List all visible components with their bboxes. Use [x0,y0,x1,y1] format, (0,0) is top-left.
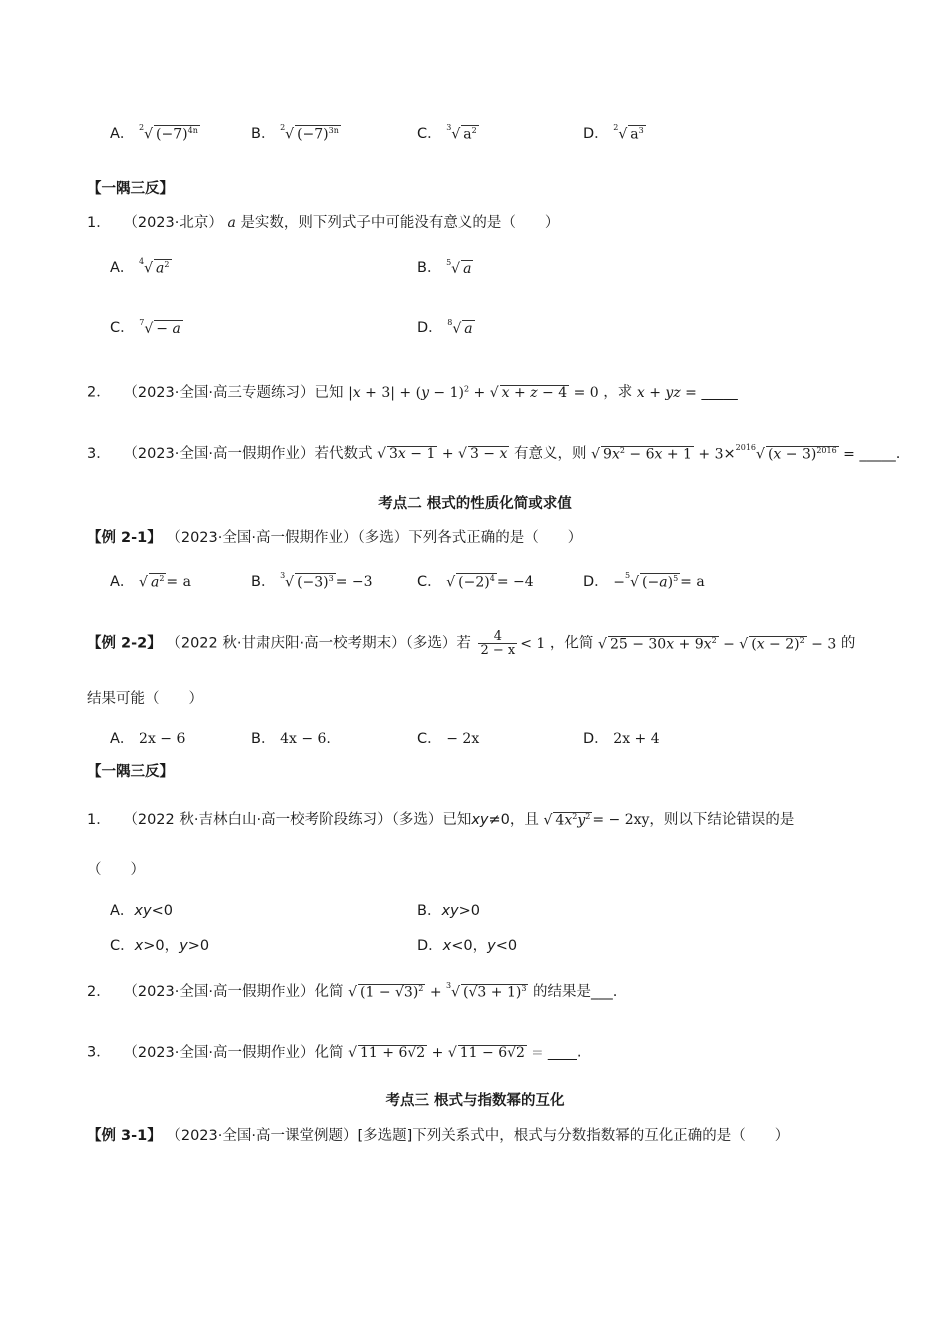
example-text: （2022 秋·甘肃庆阳·高一校考期末）（多选）若 [166,635,471,652]
option-d [583,122,646,143]
option-label: A． [110,903,135,919]
rhs: = −3 [335,574,373,590]
option-a [110,122,200,143]
option-c [110,316,183,337]
relation: <0， [451,938,488,954]
radical-expr: $^2$√ $a^3$ [613,123,644,143]
question-source: （2023·北京） [123,215,223,231]
answer-blank: ____ [547,1044,577,1061]
option-c [417,570,534,591]
option-label: C． [110,320,135,336]
example-text: （2023·全国·高一假期作业）（多选）下列各式正确的是（ ） [166,530,583,546]
radical-expr: $^2$√ $(-7)^{4n}$ [139,123,198,143]
option-label: C． [417,126,442,142]
expression: √ 3x − 1 + √ 3 − x [377,446,508,463]
fraction [478,630,517,657]
example-tag: 【例 2-2】 [87,635,162,652]
option-a [110,570,191,591]
math-var: xy [441,903,459,919]
times-sign: × [723,445,736,462]
period: . [612,983,618,1000]
question-text: ≠0，且 [488,811,539,828]
math-var: xy [471,811,489,828]
math-var: y [487,938,496,954]
radical-expr: √ $4x^2y^2$ [543,812,591,829]
option-expr: 4x − 6. [280,731,331,747]
option-expr: 2x − 6 [139,731,186,747]
option-label: D． [583,126,609,142]
relation: <0 [151,903,173,919]
answer-blank: _____ [859,445,896,462]
option-label: A． [110,260,135,276]
rhs: = − 2xy [592,811,650,828]
expression: √ $9x^2 - 6x + 1 + 3$ [591,446,724,463]
rhs: = −4 [496,574,534,590]
relation: >0 [458,903,480,919]
option-b [251,570,373,591]
question-text: （2023·全国·高一假期作业）化简 [123,1044,344,1061]
option-label: D． [583,731,609,747]
radical-expr: $^4$√ $a^2$ [139,257,170,277]
section-heading: 【一隅三反】 [87,764,174,780]
option-b [417,899,480,920]
relation: >0， [143,938,180,954]
question-1-line2: （ ） [87,862,145,878]
option-label: B． [251,574,276,590]
math-var: x [442,938,452,954]
question-3 [87,443,901,463]
question-text: 的结果是 [533,983,592,1000]
example-tag: 【例 2-1】 [87,530,162,546]
question-source: （2023·全国·高一假期作业）若代数式 [123,445,373,462]
option-label: C． [417,731,442,747]
option-a [110,256,172,277]
question-2 [87,385,738,400]
example-3-1 [87,1129,789,1144]
question-source: （2023·全国·高三专题练习）已知 [123,384,344,401]
example-2-1 [87,531,582,546]
option-label: A． [110,126,135,142]
option-d [583,727,660,748]
numerator: 4 [478,630,517,644]
expression: $^{2016}$√ $(x - 3)^{2016}$ = [735,443,855,463]
option-d [417,934,517,955]
example-text: （2023·全国·高一课堂例题）[多选题]下列关系式中，根式与分数指数幂的互化正确的是（ ） [166,1128,790,1144]
relation: >0 [187,938,210,954]
option-label: B． [417,260,442,276]
rhs: = a [680,574,705,590]
expression: √ 11 + 6√2 + √ 11 − 6√2 [348,1045,525,1061]
question-1 [87,812,794,828]
option-b [251,122,341,143]
option-expr: 2x + 4 [613,731,660,747]
question-number: 2． [87,384,111,401]
section-title: 考点二 根式的性质化简或求值 [378,496,572,512]
radical-expr: $^7$√ − a [139,317,181,337]
section-heading: 【一隅三反】 [87,181,174,197]
question-number: 1． [87,215,111,231]
question-text: 有意义，则 [514,445,587,462]
example-2-2 [87,630,855,657]
question-text: ，则以下结论错误的是 [649,811,795,828]
option-b [417,256,473,277]
question-number: 3． [87,1044,111,1061]
radical-expr: $^8$√ a [447,317,473,337]
option-label: C． [110,938,135,954]
option-label: C． [417,574,442,590]
expression: x + yz = [636,384,697,401]
radical-expr: √ $(-2)^4$ [446,574,495,591]
period: . [895,445,901,462]
option-d [417,316,475,337]
question-number: 3． [87,445,111,462]
radical-expr: −$^5$√ $(-a)^5$ [613,571,679,591]
equals: = [531,1044,544,1061]
section-title: 考点三 根式与指数幂的互化 [385,1093,565,1109]
math-var: xy [134,903,152,919]
radical-expr: $^3$√ $(-3)^3$ [280,571,334,591]
radical-expr: $^2$√ $(-7)^{3n}$ [280,123,339,143]
radical-expr: $^3$√ $a^2$ [446,123,477,143]
option-label: D． [417,320,443,336]
example-2-2-line2: 结果可能（ ） [87,691,203,707]
example-text: 的 [840,635,856,652]
option-c [417,122,479,143]
question-number: 1． [87,811,111,828]
option-a [110,899,173,920]
option-b [251,727,331,748]
question-text: （2023·全国·高一假期作业）化简 [123,983,344,1000]
denominator: 2 − x [480,643,516,658]
option-label: A． [110,731,135,747]
option-label: D． [583,574,609,590]
option-label: D． [417,938,443,954]
option-label: A． [110,574,135,590]
math-var: x [134,938,144,954]
question-1 [87,216,559,231]
answer-blank: _____ [701,384,738,401]
inequality: < 1 [520,635,546,652]
period: . [576,1044,582,1061]
math-var: y [179,938,188,954]
equation: $|x + 3| + (y - 1)^2$ + √ x + z − 4 = 0 [348,384,599,401]
option-label: B． [417,903,442,919]
option-c [417,727,479,748]
option-expr: − 2x [446,731,480,747]
question-number: 2． [87,983,111,1000]
example-tag: 【例 3-1】 [87,1128,162,1144]
expression: √ $(1 - √3)^2 + ^3√$ $(√3 + 1)^3$ [348,981,527,1001]
option-label: B． [251,126,276,142]
option-a [110,727,185,748]
option-c [110,934,209,955]
question-2 [87,981,618,1001]
option-d [583,570,705,591]
example-text: ，化简 [549,635,594,652]
rhs: = a [166,574,191,590]
question-text: （2022 秋·吉林白山·高一校考阶段练习）（多选）已知 [123,811,472,828]
question-3 [87,1045,582,1060]
math-var: a [227,215,236,231]
radical-expr: √ $a^2$ [139,574,165,591]
radical-expr: $^5$√ a [446,257,472,277]
question-text: ，求 [603,384,633,401]
answer-blank: ___ [591,983,613,1000]
relation: <0 [495,938,518,954]
question-text: 是实数，则下列式子中可能没有意义的是（ ） [240,215,560,231]
expression: √ $25 - 30x + 9x^2$ − √ $(x - 2)^2 - 3$ [598,635,837,653]
option-label: B． [251,731,276,747]
